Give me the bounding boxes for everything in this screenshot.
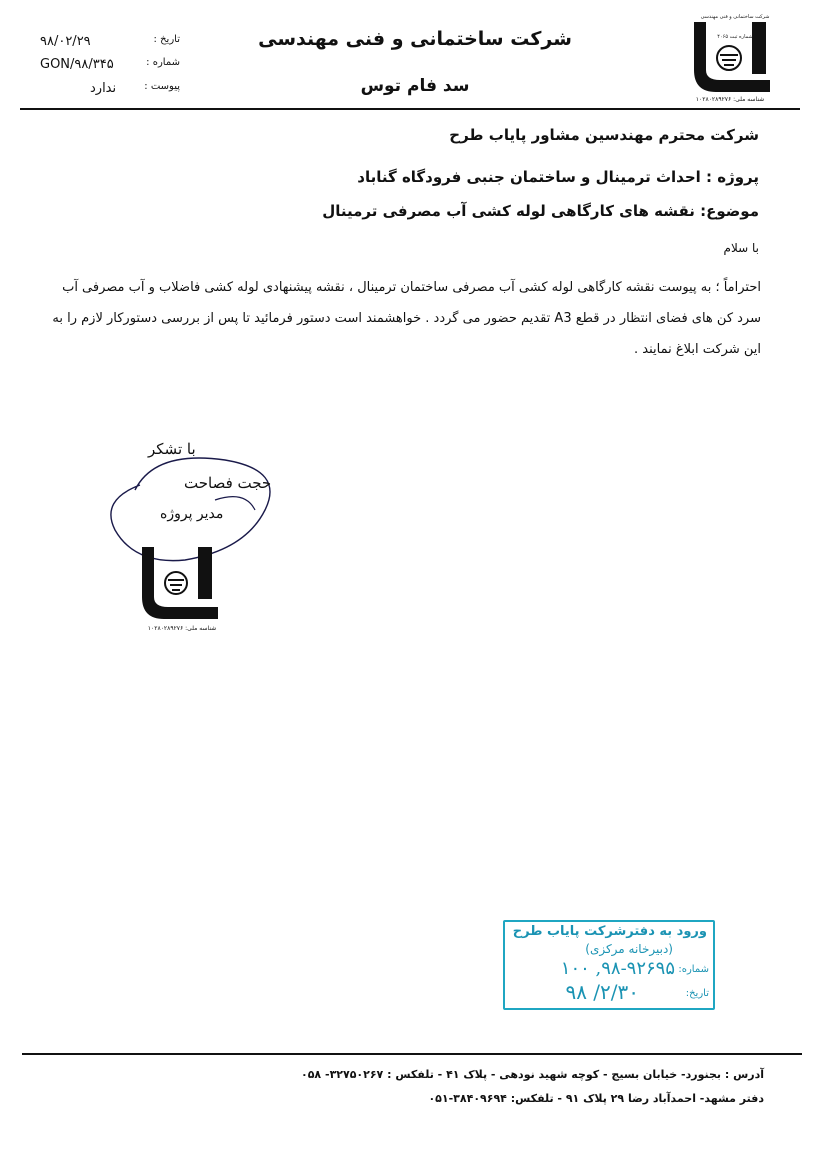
receipt-date-value: ۹۸ /۲/۳۰ bbox=[565, 980, 639, 1004]
company-logo bbox=[680, 8, 780, 104]
attachment-row bbox=[40, 81, 180, 99]
subject-line: موضوع: نقشه های کارگاهی لوله کشی آب مصرفی ترمینال bbox=[322, 202, 759, 220]
footer-divider bbox=[22, 1053, 802, 1055]
receipt-title: ورود به دفترشرکت پایاب طرح bbox=[512, 924, 707, 939]
receipt-number-value: ۱۰۰ ,۹۸-۹۲۶۹۵ bbox=[560, 958, 675, 979]
number-label: شماره : bbox=[146, 57, 180, 68]
receipt-subtitle: (دبیرخانه مرکزی) bbox=[585, 942, 673, 956]
project-line: پروژه : احداث ترمینال و ساختمان جنبی فرودگاه گناباد bbox=[357, 168, 759, 186]
logo-reg-text: شماره ثبت ۴۰۶۵ bbox=[717, 34, 753, 40]
greeting: با سلام bbox=[723, 241, 759, 255]
company-stamp bbox=[132, 525, 228, 635]
date-row bbox=[40, 34, 180, 52]
footer-address-line-1: آدرس : بجنورد- خیابان بسیج - کوچه شهید نودهی - پلاک ۴۱ - تلفکس : ۳۲۷۵۰۲۶۷- ۰۵۸ bbox=[301, 1068, 764, 1081]
stamp-national-id: شناسه ملی: ۱۰۲۸۰۲۸۹۲۷۶ bbox=[147, 625, 217, 632]
company-name: شرکت ساختمانی و فنی مهندسی bbox=[258, 28, 572, 50]
header-divider bbox=[20, 108, 800, 110]
logo-national-id: شناسه ملی: ۱۰۲۸۰۲۸۹۲۷۶ bbox=[695, 96, 765, 103]
attachment-label: پیوست : bbox=[144, 81, 180, 92]
recipient-line: شرکت محترم مهندسین مشاور پایاب طرح bbox=[449, 126, 759, 144]
date-value: ۹۸/۰۲/۲۹ bbox=[40, 34, 91, 49]
receipt-date-label: تاریخ: bbox=[685, 988, 709, 999]
signature-name: حجت فصاحت bbox=[184, 474, 272, 492]
attachment-value: ندارد bbox=[90, 81, 117, 96]
company-subtitle: سد فام توس bbox=[360, 76, 470, 96]
signature-thanks: با تشکر bbox=[148, 440, 196, 458]
number-row bbox=[40, 57, 180, 75]
date-label: تاریخ : bbox=[153, 34, 180, 45]
footer-address-line-2: دفتر مشهد- احمدآباد رضا ۲۹ پلاک ۹۱ - تلفکس: ۳۸۴۰۹۶۹۴-۰۵۱ bbox=[428, 1092, 764, 1105]
number-value: GON/۹۸/۳۴۵ bbox=[40, 57, 114, 72]
letter-body-paragraph: احتراماً ؛ به پیوست نقشه کارگاهی لوله کشی آب مصرفی ساختمان ترمینال ، نقشه پیشنهادی لوله کشی فاضلاب و آب مصرفی آب سرد کن های فضای انتظار در قطع A3 تقدیم حضور می گردد . خواهشمند است دستور فرمائید تا پس از بررسی دستورکار لازم را به این شرکت ابلاغ نمایند . bbox=[52, 280, 761, 357]
receipt-number-label: شماره: bbox=[678, 964, 709, 975]
signature-title: مدیر پروژه bbox=[160, 506, 224, 522]
receipt-stamp bbox=[503, 920, 715, 1010]
logo-top-text: شرکت ساختمانی و فنی مهندسی bbox=[700, 14, 770, 20]
